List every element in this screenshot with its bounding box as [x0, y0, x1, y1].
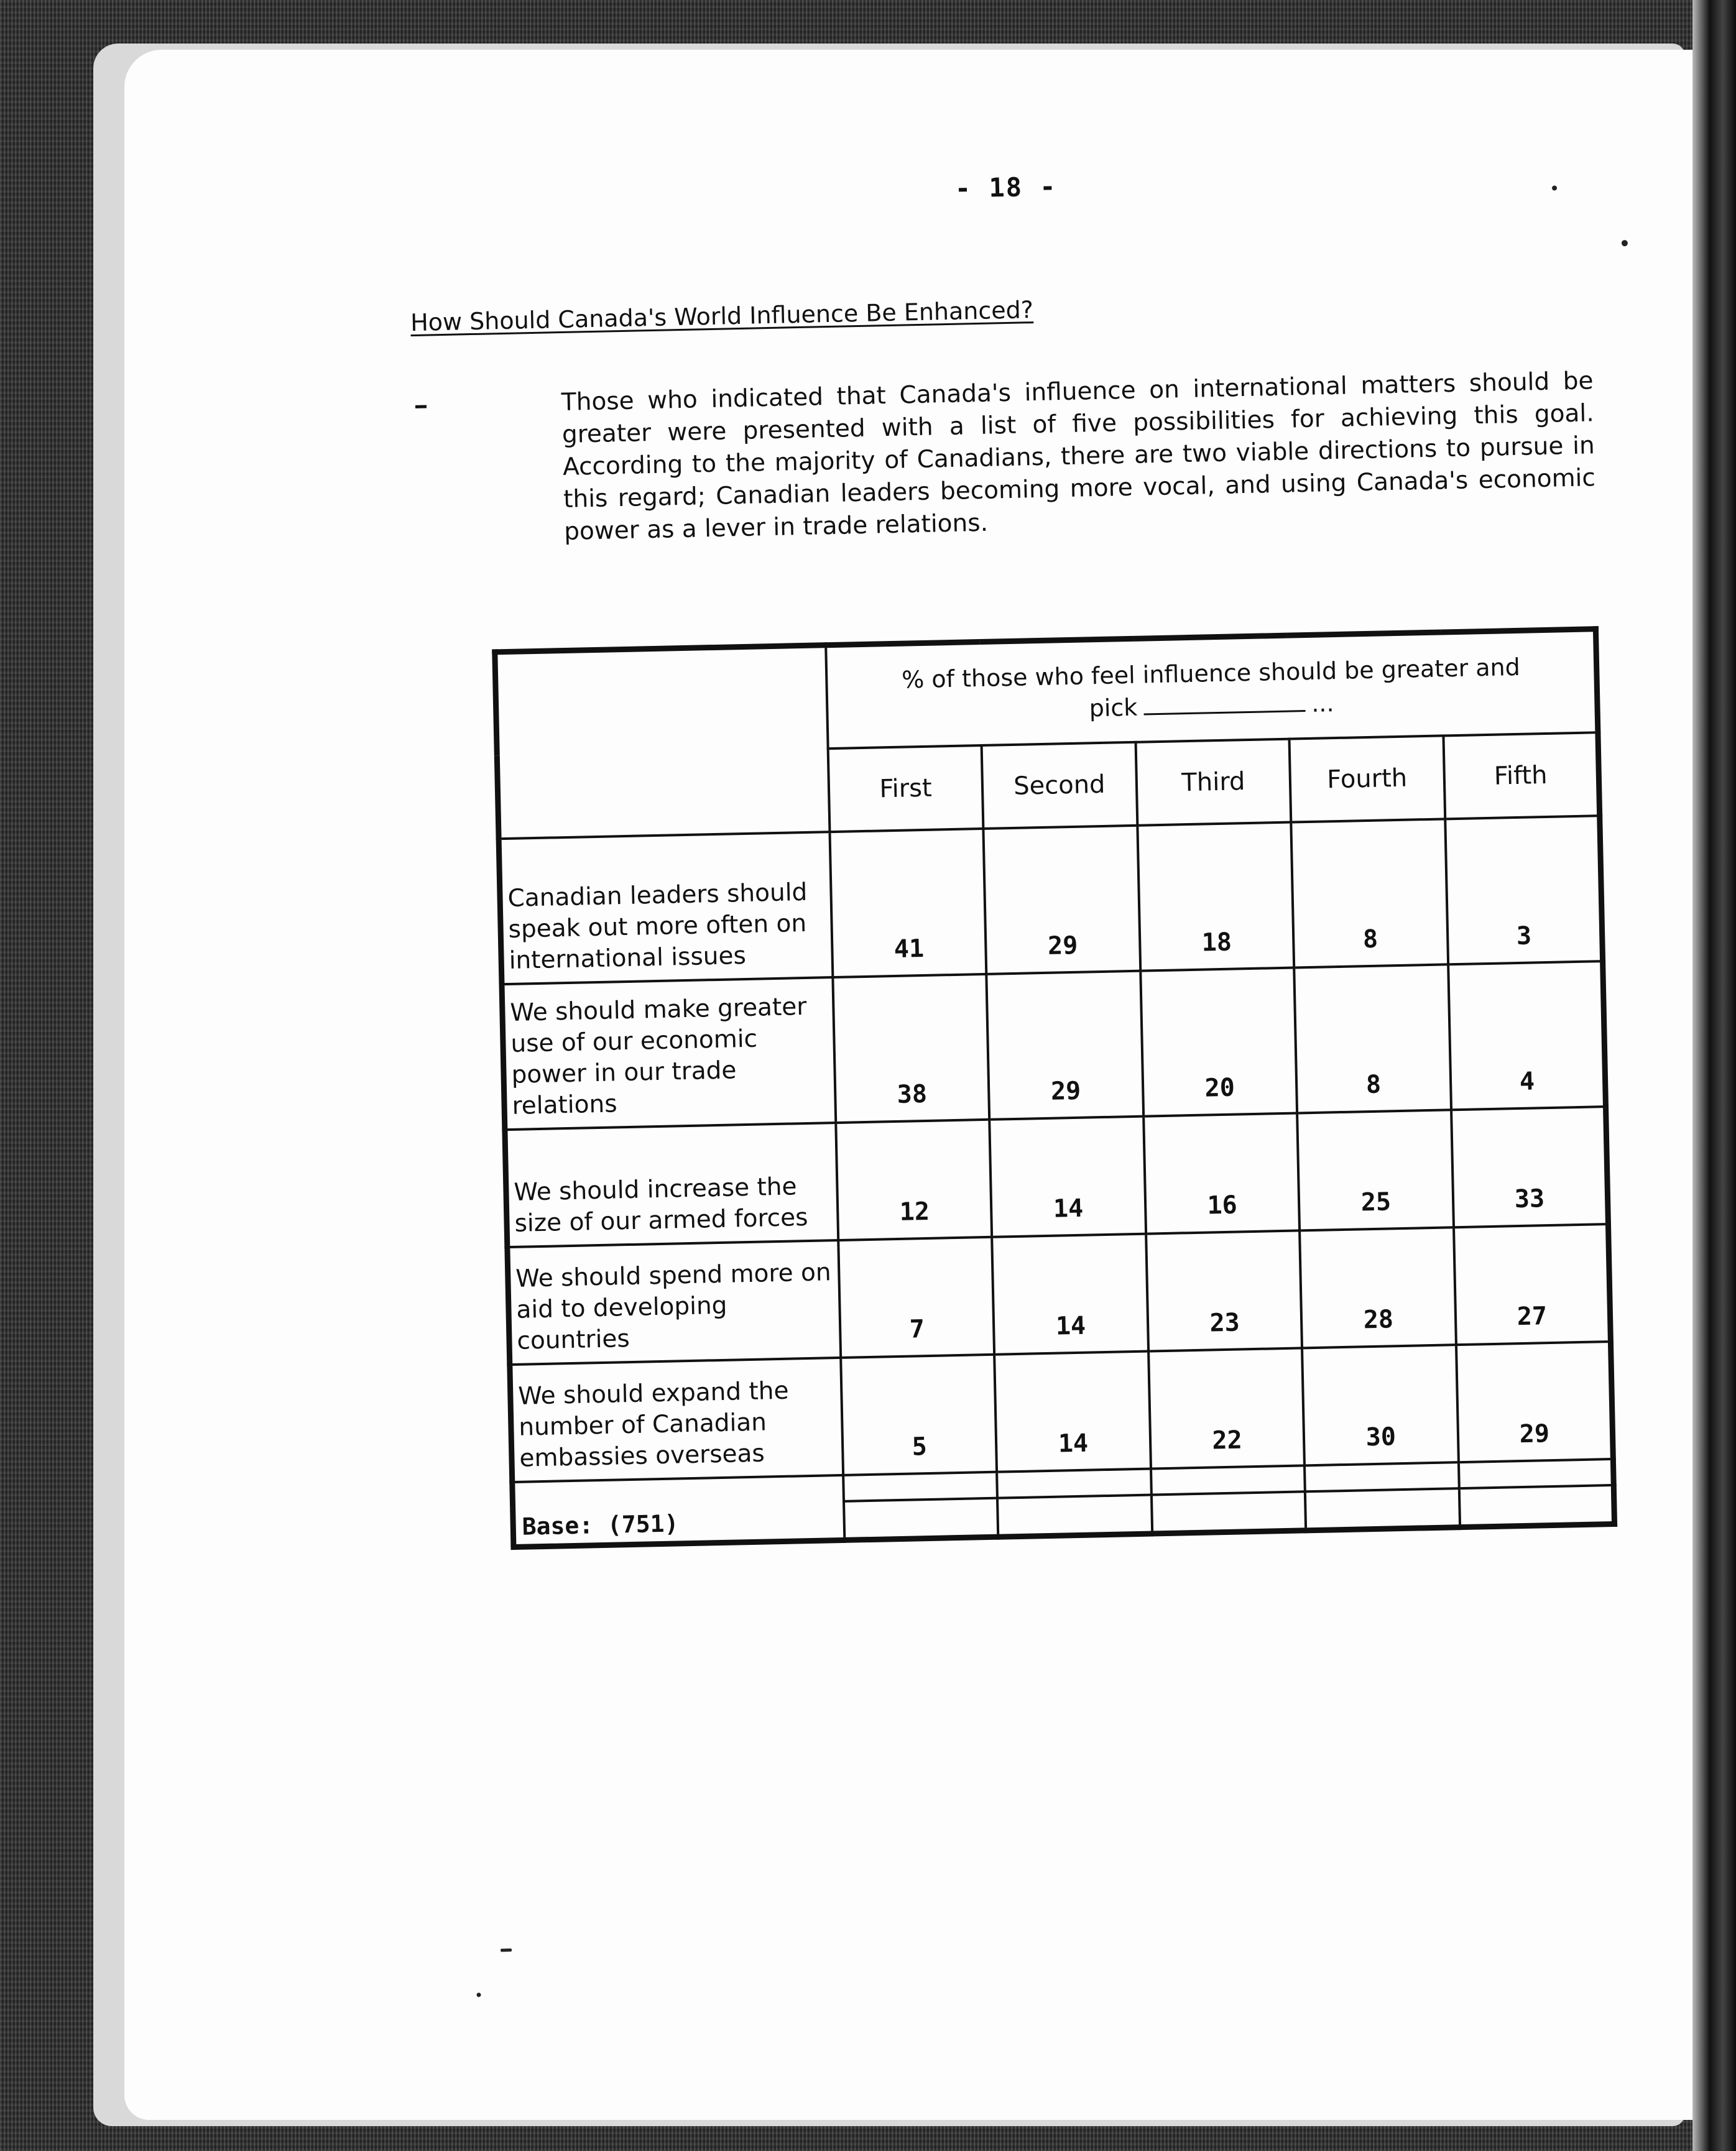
empty-cell [1459, 1485, 1615, 1527]
group-header-tail: ... [1311, 689, 1334, 717]
table-cell: 5 [841, 1355, 997, 1475]
page-number: - 18 - [954, 171, 1058, 204]
table-cell: 22 [1148, 1348, 1304, 1468]
base-cell [512, 1475, 845, 1547]
table-cell: 7 [839, 1237, 994, 1358]
empty-cell [1151, 1465, 1305, 1495]
table-cell: 41 [830, 829, 986, 977]
table-cell: 14 [989, 1117, 1146, 1237]
table-cell: 4 [1448, 961, 1606, 1110]
row-label: Canadian leaders should speak out more often on international issues [499, 832, 833, 984]
speck [501, 1948, 512, 1951]
margin-dash [415, 405, 427, 408]
row-label: We should expand the number of Canadian embassies overseas [510, 1358, 844, 1482]
table-cell: 29 [1456, 1342, 1614, 1462]
row-label: We should increase the size of our armed forces [505, 1123, 839, 1247]
empty-cell [1304, 1462, 1459, 1491]
table-row [505, 1107, 1609, 1247]
intro-paragraph: Those who indicated that Canada's influence on international matters should be greater were presented with a list of five possibilities for achieving this goal. According to the majority of Canadians, there are two viable directions to pursue in this regard; Canadian leaders becoming more vocal, and using Canada's economic power as a lever in trade relations. [561, 367, 1596, 546]
base-label: Base: (751) [522, 1509, 679, 1541]
table-cell: 20 [1140, 968, 1297, 1117]
column-header-fourth: Fourth [1289, 735, 1445, 822]
table-cell: 12 [836, 1120, 992, 1240]
column-header-second: Second [981, 742, 1137, 829]
group-header [826, 629, 1598, 748]
empty-cell [1305, 1488, 1460, 1531]
table-cell: 25 [1297, 1110, 1454, 1230]
table-cell: 16 [1143, 1113, 1300, 1233]
page-content [124, 50, 1716, 2120]
table-row [507, 1224, 1611, 1365]
document-page [124, 50, 1716, 2120]
column-header-third: Third [1136, 739, 1291, 826]
empty-cell [997, 1495, 1153, 1537]
table-cell: 14 [994, 1352, 1151, 1472]
table-corner-cell [495, 645, 830, 839]
results-table [492, 626, 1617, 1550]
table-cell: 28 [1300, 1227, 1456, 1348]
empty-cell [1459, 1459, 1614, 1488]
column-header-first: First [828, 745, 983, 832]
table-cell: 33 [1451, 1107, 1609, 1227]
empty-cell [844, 1472, 997, 1501]
group-header-pick: pick [1089, 693, 1138, 722]
table-row [502, 961, 1606, 1130]
fill-in-blank [1143, 710, 1305, 715]
speck [1622, 240, 1628, 246]
binder-edge [1692, 0, 1736, 2151]
row-label: We should make greater use of our economic power in our trade relations [502, 977, 836, 1130]
table-cell: 8 [1294, 964, 1451, 1113]
row-label: We should spend more on aid to developing countries [507, 1240, 841, 1365]
table-cell: 38 [833, 974, 989, 1123]
section-heading: How Should Canada's World Influence Be Enhanced? [410, 296, 1034, 337]
table-cell: 29 [983, 826, 1140, 974]
speck [1552, 185, 1557, 190]
table-cell: 18 [1137, 822, 1294, 971]
empty-cell [1152, 1491, 1306, 1534]
table-cell: 30 [1302, 1345, 1459, 1465]
table-cell: 3 [1445, 816, 1603, 964]
empty-cell [997, 1469, 1152, 1498]
table-cell: 8 [1291, 819, 1448, 967]
table-cell: 29 [986, 971, 1143, 1120]
group-header-line1: % of those who feel influence should be greater and [901, 653, 1521, 694]
table-row [510, 1342, 1614, 1482]
speck [476, 1992, 481, 1997]
column-header-fifth: Fifth [1443, 732, 1600, 819]
empty-cell [844, 1498, 997, 1541]
table-cell: 23 [1146, 1230, 1302, 1351]
table-cell: 14 [992, 1234, 1148, 1355]
table-row [499, 816, 1603, 984]
table-cell: 27 [1454, 1224, 1611, 1345]
